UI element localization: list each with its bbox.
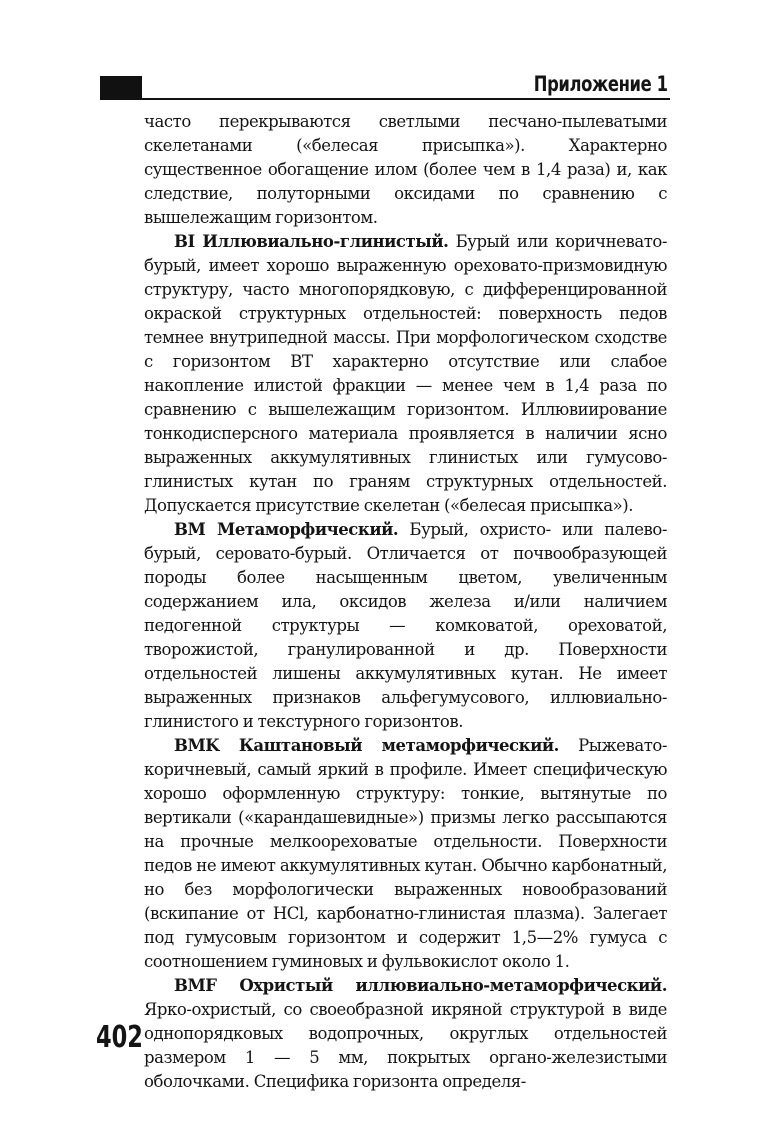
paragraph-continuation bbox=[144, 110, 667, 230]
term-bmf: BMF Охристый иллювиально-метаморфический. bbox=[174, 976, 667, 995]
header-rule bbox=[142, 98, 670, 100]
term-bmk: BMK Каштановый метаморфический. bbox=[174, 736, 559, 755]
paragraph-text: Бурый или коричневато-бурый, имеет хорошо выраженную ореховато-призмовидную структуру, часто многопорядковую, с дифференцированной окраской структурных отдельностей: поверхность педов темнее внутрипедной массы. При морфологическом сходстве с горизонтом BT характерно отсутствие или слабое накопление илистой фракции — менее чем в 1,4 раза по сравнению с вышележащим горизонтом. Иллювиирование тонкодисперсного материала проявляется в наличии ясно выраженных аккумулятивных глинистых или гумусово-глинистых кутан по граням структурных отдельностей. Допускается присутствие скелетан («белесая присыпка»). bbox=[144, 232, 667, 515]
page-number: 402 bbox=[96, 1020, 143, 1055]
term-bm: BM Метаморфический. bbox=[174, 520, 399, 539]
paragraph-text: часто перекрываются светлыми песчано-пылеватыми скелетанами («белесая присыпка»). Характерно существенное обогащение илом (более чем в 1,4 раза) и, как следствие, полуторными оксидами по сравнению с вышележащим горизонтом. bbox=[144, 112, 667, 227]
paragraph-text: Бурый, охристо- или палево-бурый, серовато-бурый. Отличается от почвообразующей породы более насыщенным цветом, увеличенным содержанием ила, оксидов железа и/или наличием педогенной структуры — комковатой, ореховатой, творожистой, гранулированной и др. Поверхности отдельностей лишены аккумулятивных кутан. Не имеет выраженных признаков альфегумусового, иллювиально-глинистого и текстурного горизонтов. bbox=[144, 520, 667, 731]
running-head: Приложение 1 bbox=[534, 72, 668, 96]
term-bi: BI Иллювиально-глинистый. bbox=[174, 232, 449, 251]
paragraph-text: Рыжевато-коричневый, самый яркий в профиле. Имеет специфическую хорошо оформленную структуру: тонкие, вытянутые по вертикали («карандашевидные») призмы легко рассыпаются на прочные мелкоореховатые отдельности. Поверхности педов не имеют аккумулятивных кутан. Обычно карбонатный, но без морфологически выраженных новообразований (вскипание от HCl, карбонатно-глинистая плазма). Залегает под гумусовым горизонтом и содержит 1,5—2% гумуса с соотношением гуминовых и фульвокислот около 1. bbox=[144, 736, 668, 971]
paragraph-bmf bbox=[144, 974, 667, 1094]
paragraph-bm bbox=[144, 518, 667, 734]
paragraph-bmk bbox=[144, 734, 667, 974]
page-body bbox=[144, 110, 667, 1094]
header-black-block bbox=[100, 76, 142, 100]
paragraph-bi bbox=[144, 230, 667, 518]
paragraph-text: Ярко-охристый, со своеобразной икряной структурой в виде однопорядковых водопрочных, округлых отдельностей размером 1 — 5 мм, покрытых органо-железистыми оболочками. Специфика горизонта определя- bbox=[144, 1000, 667, 1091]
